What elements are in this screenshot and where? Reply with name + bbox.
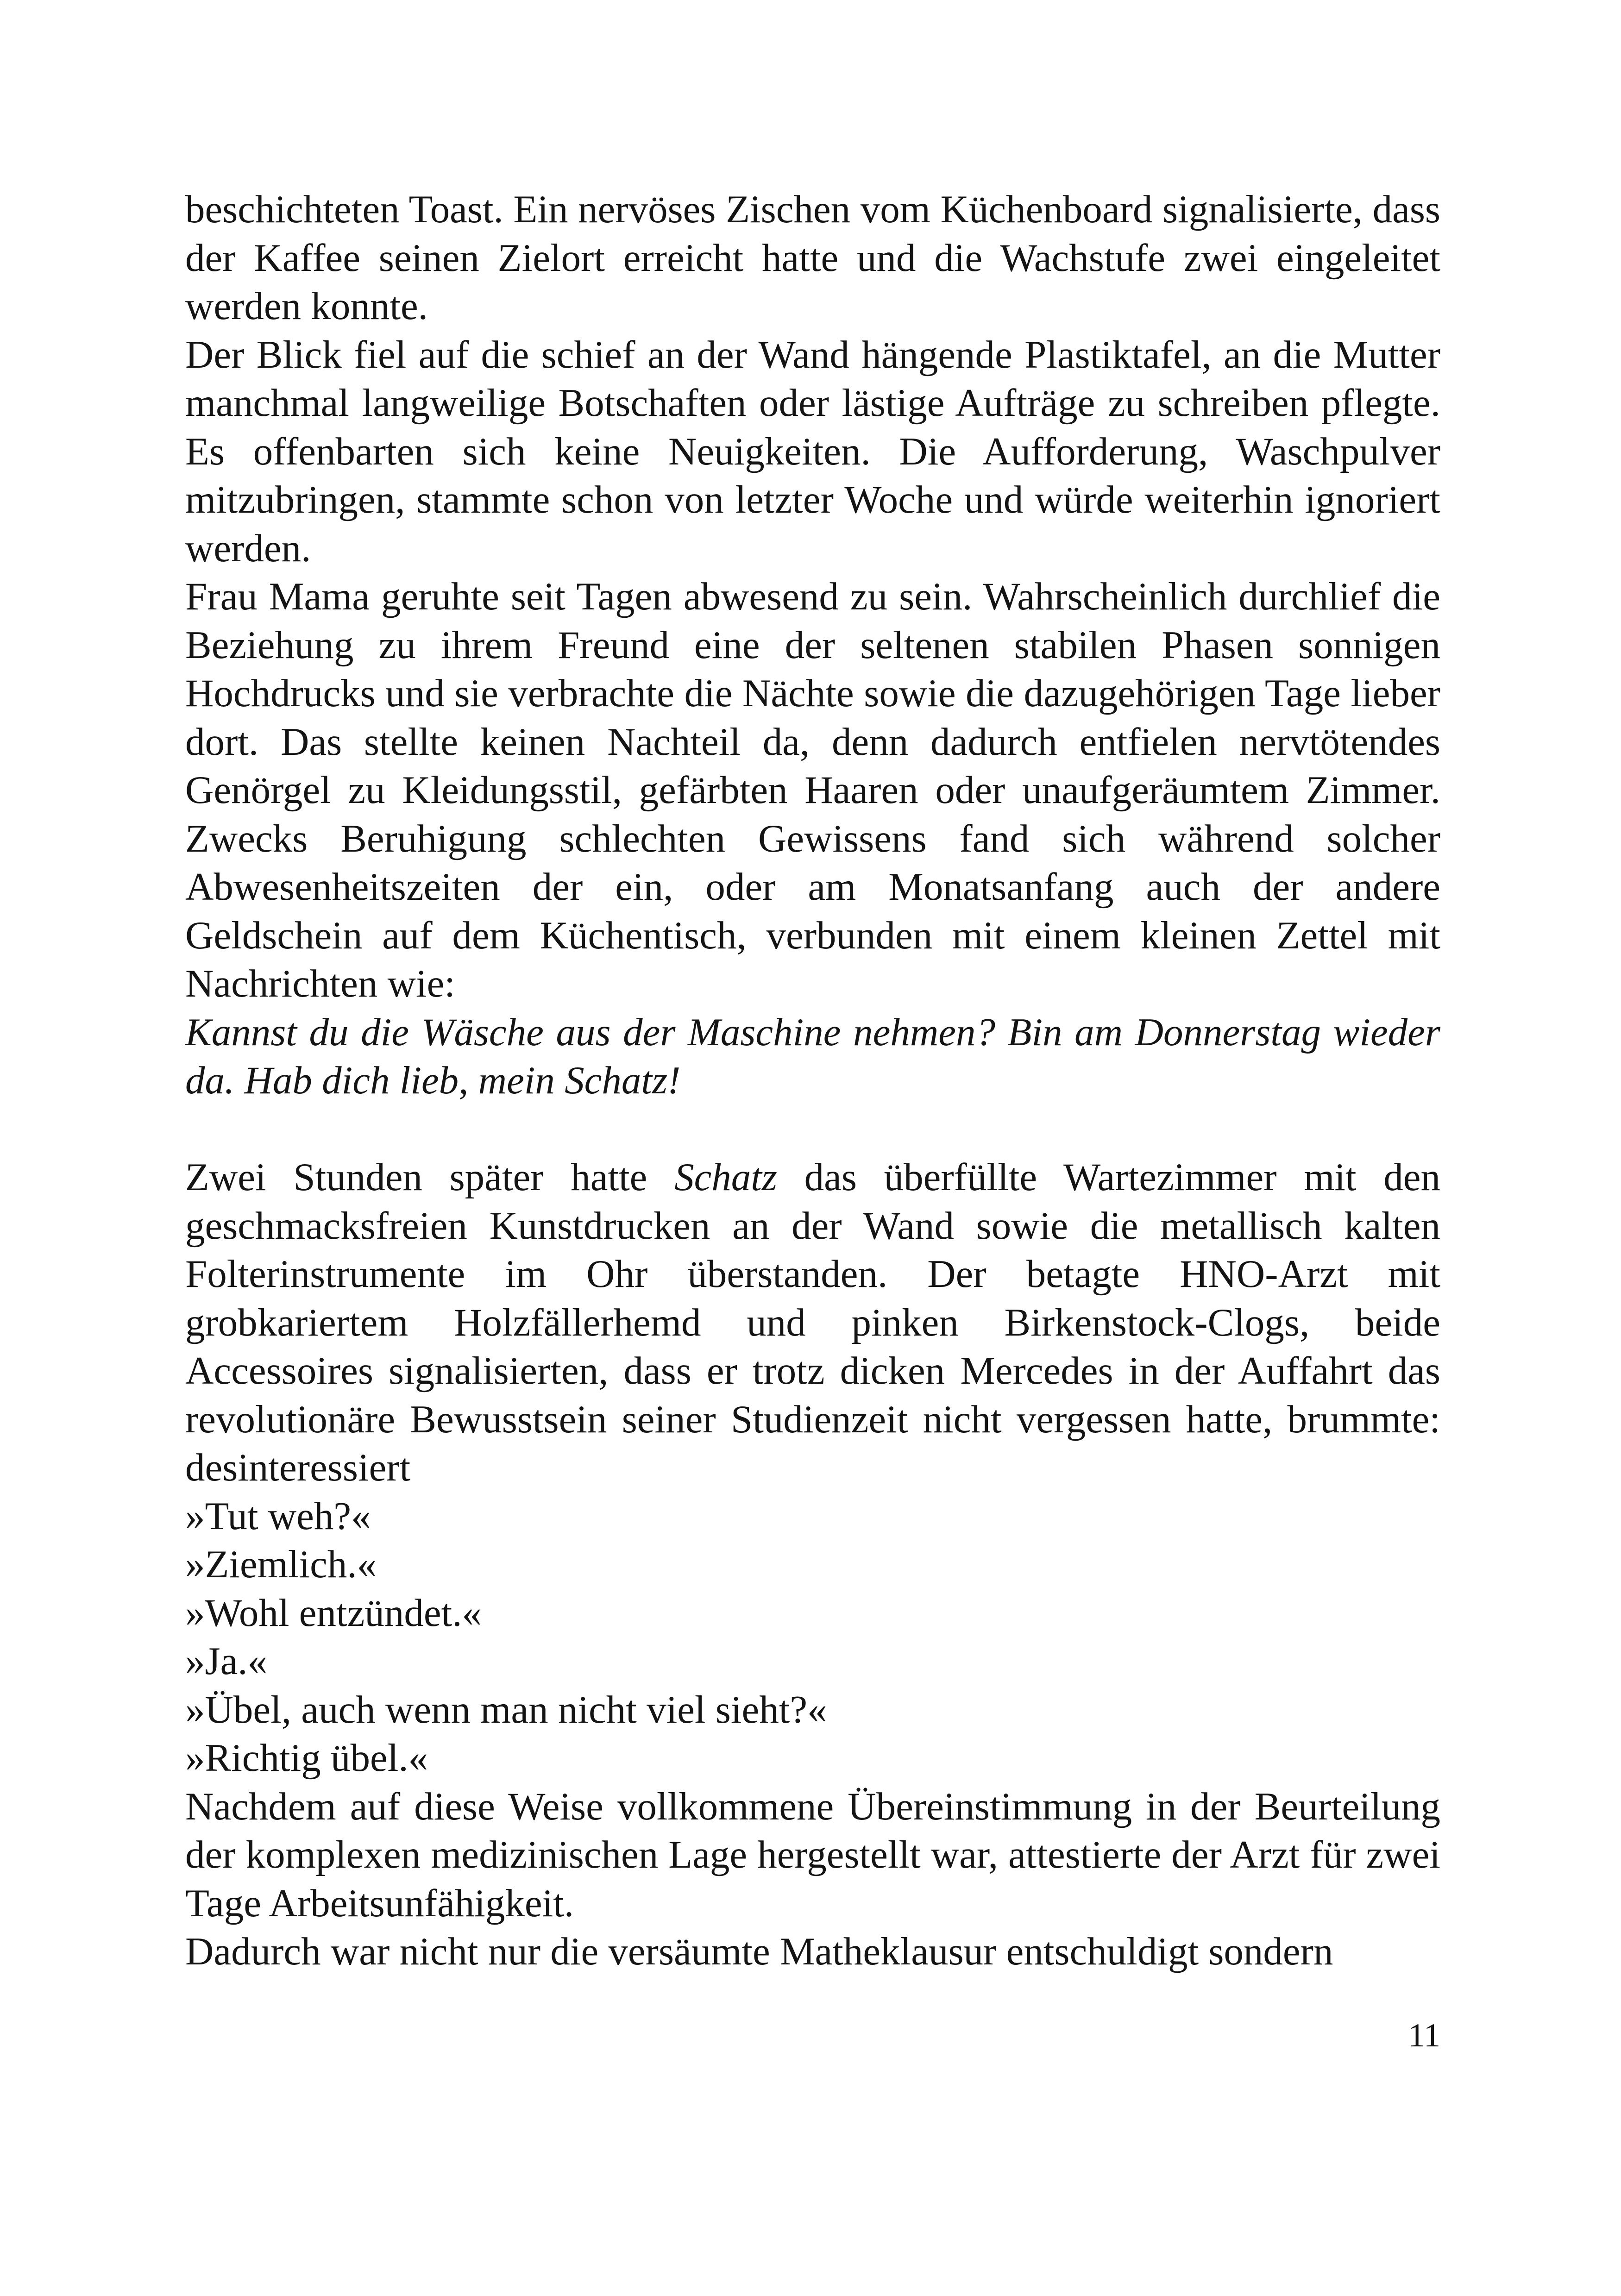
text-run: Zwei Stunden später hatte (185, 1155, 675, 1199)
dialogue-line: »Übel, auch wenn man nicht viel sieht?« (185, 1687, 827, 1731)
paragraph-nachdem: Nachdem auf diese Weise vollkommene Übereinstimmung in der Beurteilung der komplexen medizinischen Lage hergestellt war, attestierte der Arzt für zwei Tage Arbeitsunfähigkeit. (185, 1784, 1440, 1925)
paragraph-dadurch: Dadurch war nicht nur die versäumte Matheklausur entschuldigt sondern (185, 1930, 1333, 1973)
dialogue-line: »Wohl entzündet.« (185, 1591, 482, 1635)
paragraph-zwei-stunden (185, 1153, 1440, 1492)
dialogue-line: »Ja.« (185, 1639, 268, 1683)
page-number: 11 (1408, 2017, 1440, 2054)
dialogue-line: »Richtig übel.« (185, 1736, 428, 1780)
dialogue-line: »Tut weh?« (185, 1494, 371, 1538)
paragraph-plastiktafel: Der Blick fiel auf die schief an der Wand hängende Plastiktafel, an die Mutter manchmal langweilige Botschaften oder lästige Aufträge zu schreiben pflegte. Es offenbarten sich keine Neuigkeiten. Die Aufforderung, Waschpulver mitzubringen, stammte schon von letzter Woche und würde weiterhin ignoriert werden. (185, 332, 1440, 570)
dialogue-line: »Ziemlich.« (185, 1543, 377, 1586)
paragraph-toast: beschichteten Toast. Ein nervöses Zischen vom Küchenboard signalisierte, dass der Kaffee seinen Zielort erreicht hatte und die Wachstufe zwei eingeleitet werden konnte. (185, 188, 1440, 328)
paragraph-frau-mama: Frau Mama geruhte seit Tagen abwesend zu sein. Wahrscheinlich durchlief die Beziehung zu ihrem Freund eine der seltenen stabilen Phasen sonnigen Hochdrucks und sie verbrachte die Nächte sowie die dazugehörigen Tage lieber dort. Das stellte keinen Nachteil da, denn dadurch entfielen nervtötendes Genörgel zu Kleidungsstil, gefärbten Haaren oder unaufgeräumtem Zimmer. Zwecks Beruhigung schlechten Gewissens fand sich während solcher Abwesenheitszeiten der ein, oder am Monatsanfang auch der andere Geldschein auf dem Küchentisch, verbunden mit einem kleinen Zettel mit Nachrichten wie: (185, 575, 1440, 1005)
text-run: das überfüllte Wartezimmer mit den geschmacksfreien Kunstdrucken an der Wand sowie die metallisch kalten Folterinstrumente im Ohr überstanden. Der betagte HNO-Arzt mit grobkariertem Holzfällerhemd und pinken Birkenstock-Clogs, beide Accessoires signalisierten, dass er trotz dicken Mercedes in der Auffahrt das revolutionäre Bewusstsein seiner Studienzeit nicht vergessen hatte, brummte: desinteressiert (185, 1155, 1440, 1489)
body-text (185, 185, 1440, 1976)
paragraph-spacer (185, 1105, 1440, 1154)
emphasis-schatz: Schatz (674, 1155, 777, 1199)
note-quote: Kannst du die Wäsche aus der Maschine nehmen? Bin am Donnerstag wieder da. Hab dich lieb, mein Schatz! (185, 1010, 1440, 1102)
